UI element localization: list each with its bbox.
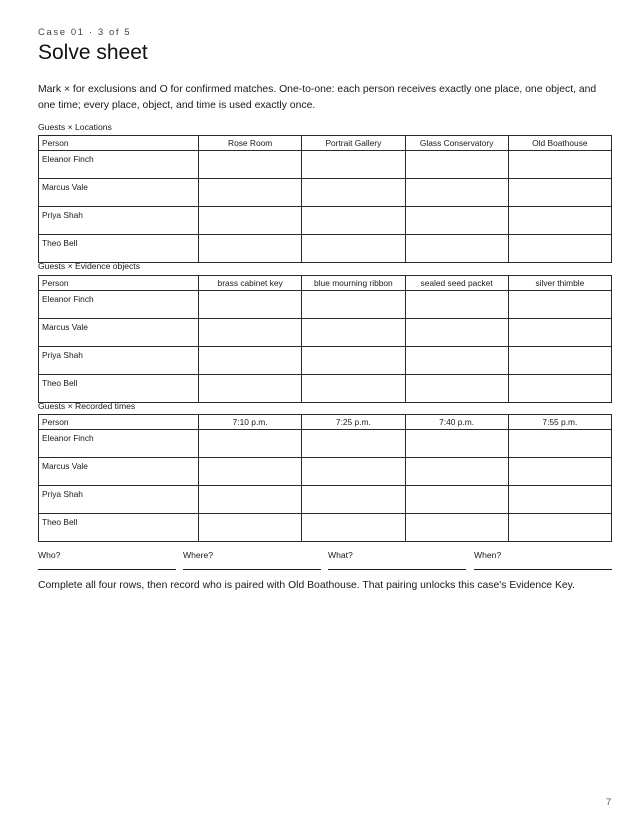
row-label: Eleanor Finch: [39, 291, 199, 319]
answer-who[interactable]: [38, 545, 176, 571]
mark-cell[interactable]: [508, 347, 611, 375]
mark-cell[interactable]: [302, 207, 405, 235]
grid-row: [39, 291, 612, 319]
mark-cell[interactable]: [199, 235, 302, 263]
grid-row: [39, 458, 612, 486]
mark-cell[interactable]: [302, 458, 405, 486]
column-header: 7:40 p.m.: [405, 415, 508, 430]
grid-label-times: Guests × Recorded times: [38, 401, 136, 411]
column-header: 7:10 p.m.: [199, 415, 302, 430]
person-column-header: Person: [39, 415, 199, 430]
grid-row: [39, 319, 612, 347]
mark-cell[interactable]: [405, 319, 508, 347]
mark-cell[interactable]: [405, 514, 508, 542]
grid-times: [38, 414, 612, 542]
mark-cell[interactable]: [302, 319, 405, 347]
column-header: blue mourning ribbon: [302, 276, 405, 291]
mark-cell[interactable]: [199, 430, 302, 458]
mark-cell[interactable]: [405, 151, 508, 179]
mark-cell[interactable]: [405, 430, 508, 458]
grid-header-row: [39, 136, 612, 151]
mark-cell[interactable]: [405, 207, 508, 235]
grid-row: [39, 151, 612, 179]
mark-cell[interactable]: [199, 486, 302, 514]
answer-label: Who?: [38, 550, 61, 560]
column-header: brass cabinet key: [199, 276, 302, 291]
mark-cell[interactable]: [302, 486, 405, 514]
grid-objects: [38, 275, 612, 403]
answer-row: [38, 545, 612, 573]
grid-row: [39, 375, 612, 403]
closing-instruction: Complete all four rows, then record who is paired with Old Boathouse. That pairing unlocks this case's Evidence Key.: [38, 580, 575, 591]
answer-when[interactable]: [474, 545, 612, 571]
grid-header-row: [39, 415, 612, 430]
mark-cell[interactable]: [405, 486, 508, 514]
page-title: Solve sheet: [38, 41, 148, 64]
column-header: 7:55 p.m.: [508, 415, 611, 430]
grid-row: [39, 207, 612, 235]
page-number: 7: [606, 797, 612, 808]
grid-header-row: [39, 276, 612, 291]
row-label: Marcus Vale: [39, 458, 199, 486]
mark-cell[interactable]: [199, 291, 302, 319]
row-label: Marcus Vale: [39, 179, 199, 207]
mark-cell[interactable]: [302, 430, 405, 458]
mark-cell[interactable]: [302, 514, 405, 542]
grid-row: [39, 179, 612, 207]
mark-cell[interactable]: [405, 347, 508, 375]
grid-label-objects: Guests × Evidence objects: [38, 261, 140, 271]
answer-label: When?: [474, 550, 502, 560]
mark-cell[interactable]: [199, 375, 302, 403]
row-label: Theo Bell: [39, 235, 199, 263]
column-header: Portrait Gallery: [302, 136, 405, 151]
mark-cell[interactable]: [199, 179, 302, 207]
grid-row: [39, 514, 612, 542]
case-kicker: Case 01 · 3 of 5: [38, 27, 132, 38]
grid-row: [39, 430, 612, 458]
mark-cell[interactable]: [302, 235, 405, 263]
person-column-header: Person: [39, 276, 199, 291]
grid-locations: [38, 135, 612, 263]
mark-cell[interactable]: [199, 458, 302, 486]
row-label: Priya Shah: [39, 486, 199, 514]
mark-cell[interactable]: [508, 151, 611, 179]
answer-label: What?: [328, 550, 353, 560]
mark-cell[interactable]: [508, 430, 611, 458]
row-label: Theo Bell: [39, 375, 199, 403]
grid-row: [39, 347, 612, 375]
column-header: silver thimble: [508, 276, 611, 291]
mark-cell[interactable]: [405, 291, 508, 319]
row-label: Theo Bell: [39, 514, 199, 542]
mark-cell[interactable]: [199, 319, 302, 347]
mark-cell[interactable]: [302, 347, 405, 375]
column-header: 7:25 p.m.: [302, 415, 405, 430]
row-label: Eleanor Finch: [39, 430, 199, 458]
row-label: Priya Shah: [39, 207, 199, 235]
grid-row: [39, 486, 612, 514]
mark-cell[interactable]: [405, 375, 508, 403]
answer-line: [183, 569, 321, 570]
mark-cell[interactable]: [302, 179, 405, 207]
instructions-text: Mark × for exclusions and O for confirmed matches. One-to-one: each person receives exactly one place, one object, and one time; every place, object, and time is used exactly once.: [38, 84, 597, 111]
mark-cell[interactable]: [302, 291, 405, 319]
grid-row: [39, 235, 612, 263]
mark-cell[interactable]: [405, 458, 508, 486]
column-header: Glass Conservatory: [405, 136, 508, 151]
mark-cell[interactable]: [508, 235, 611, 263]
mark-cell[interactable]: [508, 514, 611, 542]
row-label: Marcus Vale: [39, 319, 199, 347]
mark-cell[interactable]: [199, 207, 302, 235]
mark-cell[interactable]: [508, 486, 611, 514]
mark-cell[interactable]: [302, 375, 405, 403]
mark-cell[interactable]: [508, 207, 611, 235]
mark-cell[interactable]: [199, 151, 302, 179]
mark-cell[interactable]: [199, 347, 302, 375]
mark-cell[interactable]: [508, 375, 611, 403]
row-label: Eleanor Finch: [39, 151, 199, 179]
column-header: Old Boathouse: [508, 136, 611, 151]
mark-cell[interactable]: [302, 151, 405, 179]
mark-cell[interactable]: [405, 179, 508, 207]
answer-where[interactable]: [183, 545, 321, 571]
person-column-header: Person: [39, 136, 199, 151]
mark-cell[interactable]: [508, 319, 611, 347]
mark-cell[interactable]: [199, 514, 302, 542]
row-label: Priya Shah: [39, 347, 199, 375]
column-header: sealed seed packet: [405, 276, 508, 291]
answer-line: [328, 569, 466, 570]
answer-label: Where?: [183, 550, 214, 560]
grid-label-locations: Guests × Locations: [38, 122, 112, 132]
mark-cell[interactable]: [405, 235, 508, 263]
answer-what[interactable]: [328, 545, 466, 571]
mark-cell[interactable]: [508, 179, 611, 207]
mark-cell[interactable]: [508, 458, 611, 486]
answer-line: [38, 569, 176, 570]
mark-cell[interactable]: [508, 291, 611, 319]
answer-line: [474, 569, 612, 570]
column-header: Rose Room: [199, 136, 302, 151]
